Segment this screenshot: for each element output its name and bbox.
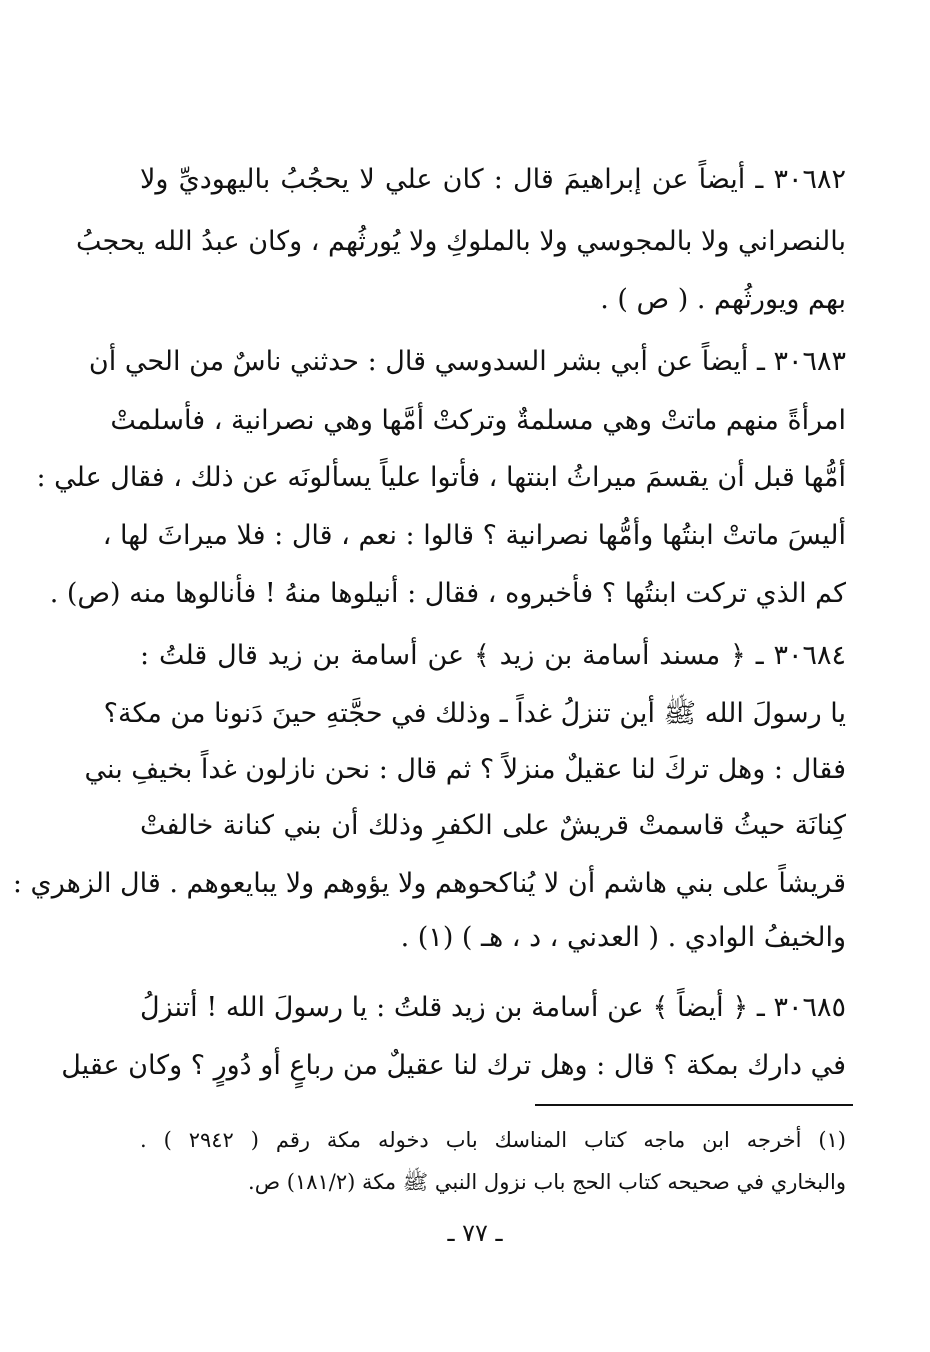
text-line: يا رسولَ الله ﷺ أين تنزلُ غداً ـ وذلك في حجَّتهِ حينَ دَنونا من مكة؟ <box>103 698 846 729</box>
text-line: كم الذي تركت ابنتُها ؟ فأخبروه ، فقال : أنيلوها منهُ ! فأنالوها منه (ص) . <box>49 578 846 609</box>
page-number: ـ ٧٧ ـ <box>447 1219 503 1247</box>
text-line: والخيفُ الوادي . ( العدني ، د ، هـ ) (١) . <box>400 922 846 953</box>
text-line: ٣٠٦٨٣ ـ أيضاً عن أبي بشر السدوسي قال : حدثني ناسٌ من الحي أن <box>88 346 846 377</box>
text-line: ٣٠٦٨٥ ـ ﴿ أيضاً ﴾ عن أسامة بن زيد قلتُ : يا رسولَ الله ! أتنزلُ <box>140 992 846 1023</box>
text-line: كِنانَة حيثُ قاسمتْ قريشٌ على الكفرِ وذلك أن بني كنانة خالفتْ <box>140 810 846 841</box>
footnote-line: والبخاري في صحيحه كتاب الحج باب نزول النبي ﷺ مكة (١٨١/٢) ص. <box>248 1170 846 1194</box>
text-line: ٣٠٦٨٤ ـ ﴿ مسند أسامة بن زيد ﴾ عن أسامة بن زيد قال قلتُ : <box>140 640 846 671</box>
text-line: ٣٠٦٨٢ ـ أيضاً عن إبراهيمَ قال : كان علي لا يحجُبُ باليهوديِّ ولا <box>140 164 846 195</box>
text-line: بالنصراني ولا بالمجوسي ولا بالملوكِ ولا يُورثُهم ، وكان عبدُ الله يحجبُ <box>75 226 846 257</box>
text-line: أليسَ ماتتْ ابنتُها وأمُّها نصرانية ؟ قالوا : نعم ، قال : فلا ميراثَ لها ، <box>102 520 846 551</box>
text-line: في دارك بمكة ؟ قال : وهل ترك لنا عقيلٌ من رباعٍ أو دُورٍ ؟ وكان عقيل <box>61 1050 846 1081</box>
footnote-line: (١) أخرجه ابن ماجه كتاب المناسك باب دخوله مكة رقم ( ٢٩٤٢ ) . <box>140 1128 846 1152</box>
text-line: فقال : وهل تركَ لنا عقيلٌ منزلاً ؟ ثم قال : نحن نازلون غداً بخيفِ بني <box>84 754 846 785</box>
text-line: قريشاً على بني هاشم أن لا يُناكحوهم ولا يؤوهم ولا يبايعوهم . قال الزهري : <box>12 868 846 899</box>
text-line: بهم ويورثُهم . ( ص ) . <box>600 284 846 315</box>
footnote-separator <box>535 1104 853 1106</box>
text-line: امرأةً منهم ماتتْ وهي مسلمةٌ وتركتْ أمَّها وهي نصرانية ، فأسلمتْ <box>110 405 846 436</box>
text-line: أمُّها قبل أن يقسمَ ميراثُ ابنتها ، فأتوا علياً يسألونَه عن ذلك ، فقال علي : <box>36 462 846 493</box>
